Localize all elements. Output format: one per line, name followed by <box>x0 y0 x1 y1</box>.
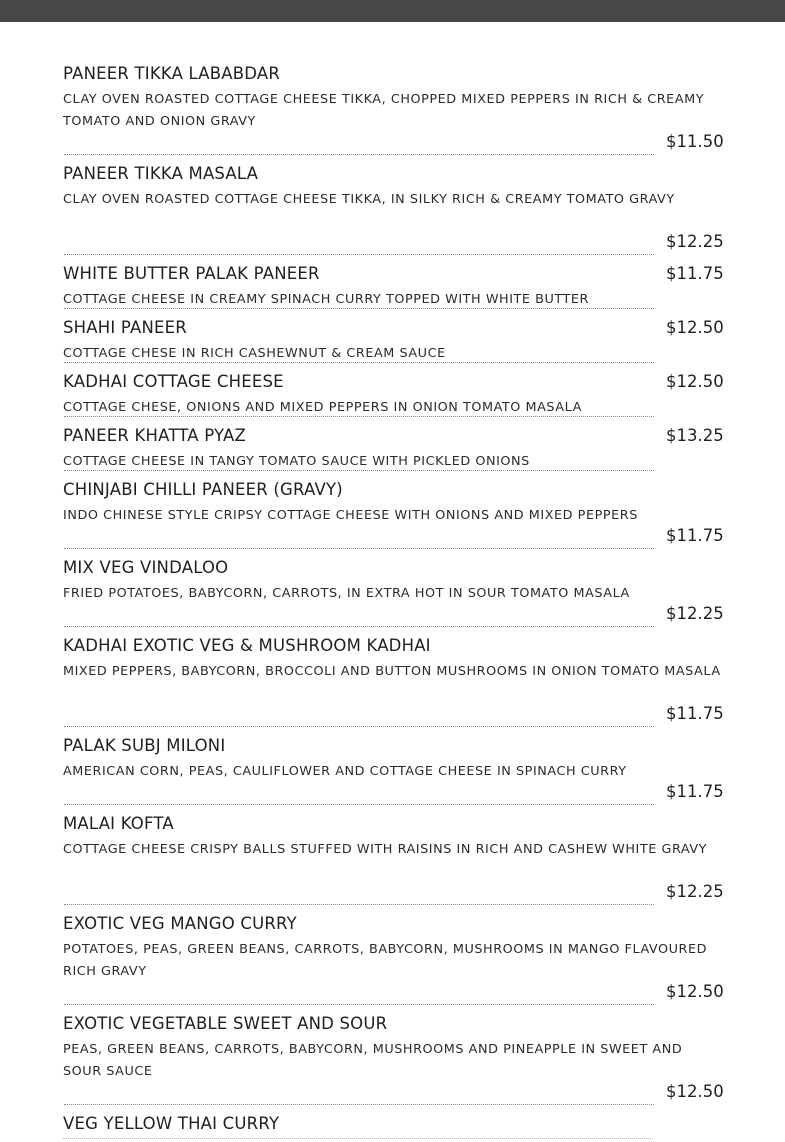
item-name: VEG YELLOW THAI CURRY <box>63 1114 280 1133</box>
item-name: KADHAI EXOTIC VEG & MUSHROOM KADHAI <box>63 636 431 655</box>
dotted-leader <box>64 1004 654 1005</box>
item-name: PALAK SUBJ MILONI <box>63 736 226 755</box>
menu-item <box>0 264 785 314</box>
item-description: COTTAGE CHESE IN RICH CASHEWNUT & CREAM SAUCE <box>63 346 446 361</box>
menu-item <box>0 1014 785 1110</box>
menu-item <box>0 814 785 910</box>
dotted-leader <box>64 416 654 417</box>
item-description: FRIED POTATOES, BABYCORN, CARROTS, IN EXTRA HOT IN SOUR TOMATO MASALA <box>63 586 630 601</box>
menu-item <box>0 636 785 732</box>
menu-item <box>0 480 785 554</box>
item-price: $12.50 <box>666 982 724 1001</box>
item-description: COTTAGE CHEESE CRISPY BALLS STUFFED WITH RAISINS IN RICH AND CASHEW WHITE GRAVY <box>63 842 708 857</box>
item-price: $12.25 <box>666 882 724 901</box>
item-price: $13.25 <box>666 426 724 445</box>
menu-item <box>0 736 785 810</box>
item-name: PANEER TIKKA MASALA <box>63 164 259 183</box>
item-description: COTTAGE CHESE, ONIONS AND MIXED PEPPERS IN ONION TOMATO MASALA <box>63 400 582 415</box>
menu-item <box>0 64 785 160</box>
item-description: CLAY OVEN ROASTED COTTAGE CHEESE TIKKA, IN SILKY RICH & CREAMY TOMATO GRAVY <box>63 192 675 207</box>
dotted-leader <box>64 548 654 549</box>
truncated-description <box>63 1136 653 1142</box>
item-price: $11.75 <box>666 782 724 801</box>
item-description: COTTAGE CHEESE IN CREAMY SPINACH CURRY TOPPED WITH WHITE BUTTER <box>63 292 589 307</box>
dotted-leader <box>64 254 654 255</box>
item-name: MALAI KOFTA <box>63 814 174 833</box>
dotted-leader <box>64 904 654 905</box>
menu-item <box>0 372 785 422</box>
item-name: PANEER TIKKA LABABDAR <box>63 64 281 83</box>
dotted-leader <box>64 308 654 309</box>
top-bar <box>0 0 785 22</box>
item-price: $11.75 <box>666 526 724 545</box>
dotted-leader <box>64 362 654 363</box>
item-name: EXOTIC VEG MANGO CURRY <box>63 914 297 933</box>
item-price: $11.50 <box>666 132 724 151</box>
item-price: $12.25 <box>666 604 724 623</box>
menu-item <box>0 426 785 476</box>
menu-item <box>0 558 785 632</box>
item-description: POTATOES, PEAS, GREEN BEANS, CARROTS, BABYCORN, MUSHROOMS IN MANGO FLAVOURED RICH GRAVY <box>63 942 708 979</box>
menu-item <box>0 318 785 368</box>
item-price: $11.75 <box>666 264 724 283</box>
item-name: MIX VEG VINDALOO <box>63 558 229 577</box>
dotted-leader <box>64 1104 654 1105</box>
dotted-leader <box>64 154 654 155</box>
item-price: $12.50 <box>666 318 724 337</box>
item-description: CLAY OVEN ROASTED COTTAGE CHEESE TIKKA, CHOPPED MIXED PEPPERS IN RICH & CREAMY TOMATO AND ONION GRAVY <box>63 92 705 129</box>
item-description: MIXED PEPPERS, BABYCORN, BROCCOLI AND BUTTON MUSHROOMS IN ONION TOMATO MASALA <box>63 664 721 679</box>
item-name: KADHAI COTTAGE CHEESE <box>63 372 284 391</box>
dotted-leader <box>64 626 654 627</box>
item-price: $12.50 <box>666 372 724 391</box>
item-description: COTTAGE CHEESE IN TANGY TOMATO SAUCE WITH PICKLED ONIONS <box>63 454 530 469</box>
dotted-leader <box>64 726 654 727</box>
item-price: $12.50 <box>666 1082 724 1101</box>
item-name: EXOTIC VEGETABLE SWEET AND SOUR <box>63 1014 388 1033</box>
menu-item <box>0 914 785 1010</box>
item-description: AMERICAN CORN, PEAS, CAULIFLOWER AND COTTAGE CHEESE IN SPINACH CURRY <box>63 764 627 779</box>
item-name: WHITE BUTTER PALAK PANEER <box>63 264 320 283</box>
item-description: INDO CHINESE STYLE CRIPSY COTTAGE CHEESE WITH ONIONS AND MIXED PEPPERS <box>63 508 638 523</box>
dotted-leader <box>64 804 654 805</box>
item-name: PANEER KHATTA PYAZ <box>63 426 247 445</box>
menu-item <box>0 164 785 260</box>
item-name: SHAHI PANEER <box>63 318 187 337</box>
item-name: CHINJABI CHILLI PANEER (GRAVY) <box>63 480 343 499</box>
item-price: $12.25 <box>666 232 724 251</box>
item-description: PEAS, GREEN BEANS, CARROTS, BABYCORN, MUSHROOMS AND PINEAPPLE IN SWEET AND SOUR SAUCE <box>63 1042 683 1079</box>
dotted-leader <box>64 470 654 471</box>
item-price: $11.75 <box>666 704 724 723</box>
